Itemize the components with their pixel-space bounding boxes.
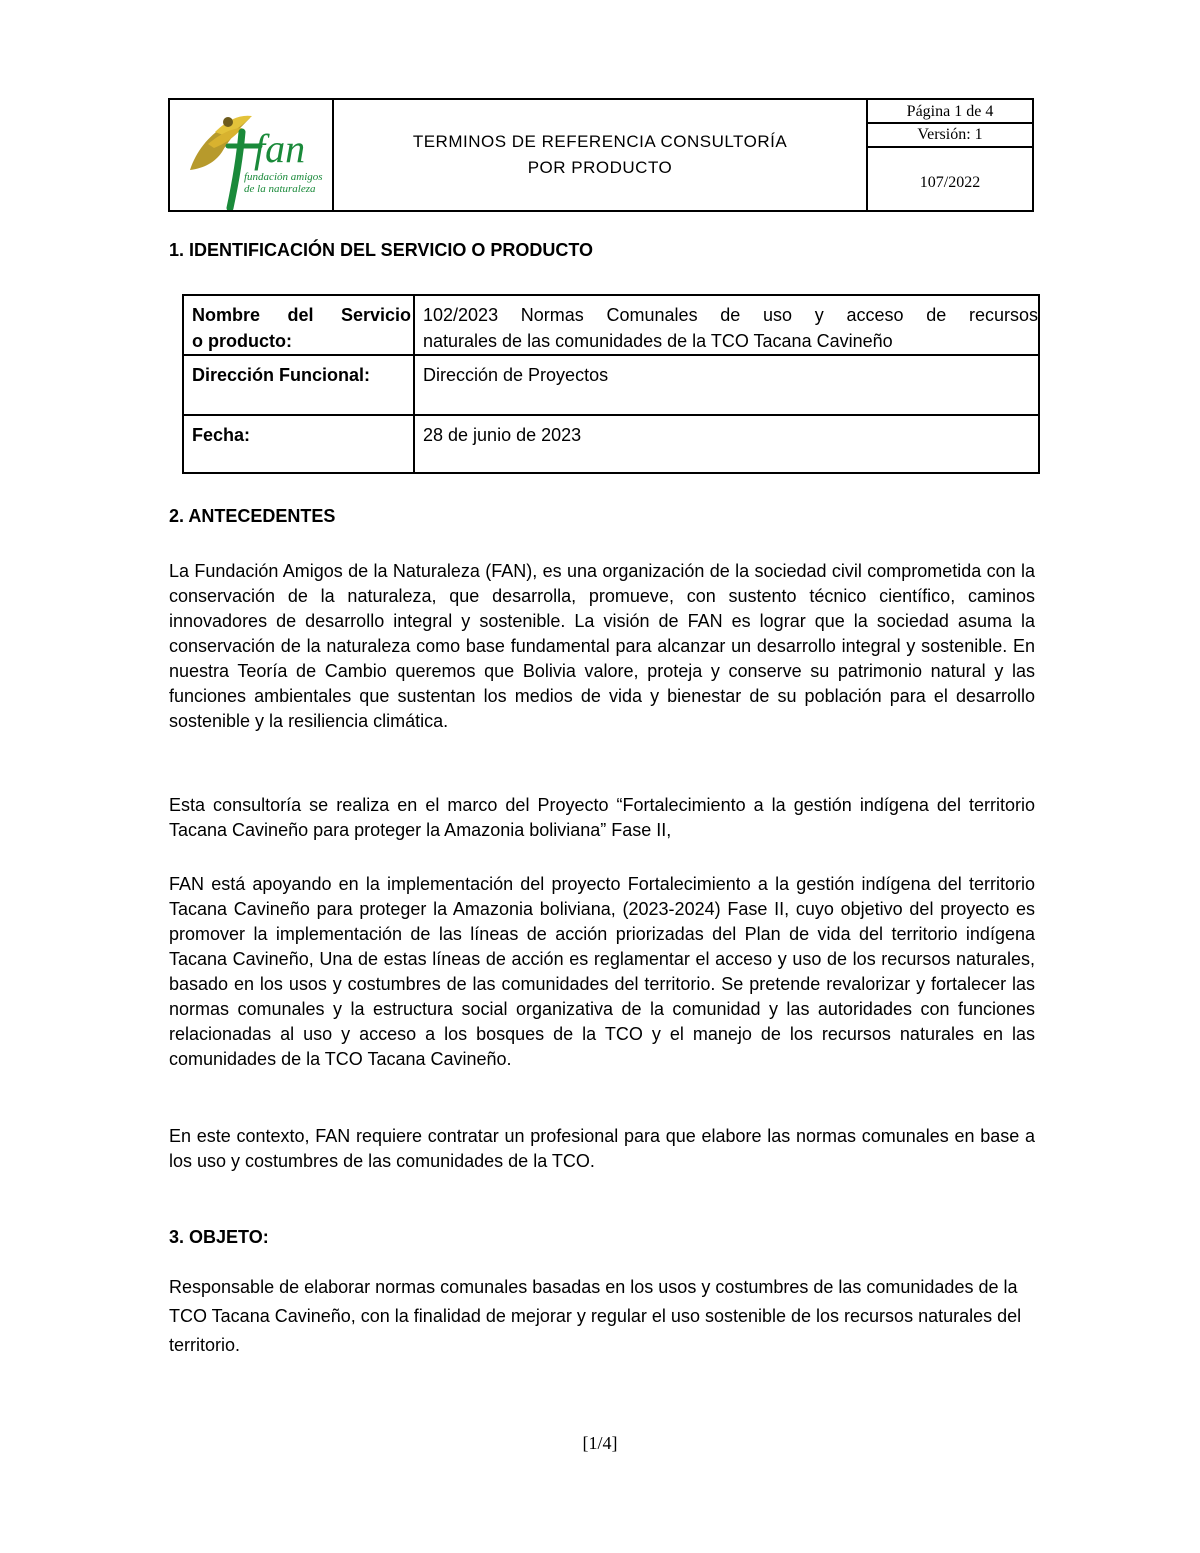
antecedentes-paragraph-3: FAN está apoyando en la implementación del proyecto Fortalecimiento a la gestión indígena del territorio Tacana Cavineño para proteger la Amazonia boliviana, (2023-2024) Fase II, cuyo objetivo del proyecto es promover la implementación de las líneas de acción priorizadas del Plan de vida del territorio indígena Tacana Cavineño, Una de estas líneas de acción es reglamentar el acceso y uso de los recursos naturales, basado en los usos y costumbres de las comunidades del territorio. Se pretende revalorizar y fortalecer las normas comunales y la estructura social organizativa de la comunidad y las autoridades con funciones relacionadas al uso y acceso a los bosques de la TCO y el manejo de los recursos naturales en las comunidades de la TCO Tacana Cavineño. — [169, 874, 1035, 1069]
section-2-title: 2. ANTECEDENTES — [169, 506, 336, 526]
document-code: 107/2022 — [919, 174, 981, 191]
label-date: Fecha: — [192, 425, 251, 445]
antecedentes-paragraph-4: En este contexto, FAN requiere contratar un profesional para que elabore las normas comunales en base a los uso y costumbres de las comunidades de la TCO. — [169, 1126, 1035, 1171]
logo-line1: fundación amigos — [244, 171, 323, 183]
objeto-paragraph: Responsable de elaborar normas comunales basadas en los usos y costumbres de las comunidades de la TCO Tacana Cavineño, con la finalidad de mejorar y regular el uso sostenible de los recursos naturales del territorio. — [169, 1277, 1022, 1355]
version-indicator: Versión: 1 — [868, 124, 1032, 148]
identification-table — [182, 294, 1040, 474]
section-3-title: 3. OBJETO: — [169, 1227, 269, 1247]
logo-cell — [170, 100, 334, 210]
label-service-name: Nombre del Servicio — [192, 305, 411, 325]
logo-word: fan — [254, 126, 306, 171]
header-meta — [868, 100, 1032, 210]
antecedentes-paragraph-2: Esta consultoría se realiza en el marco del Proyecto “Fortalecimiento a la gestión indígena del territorio Tacana Cavineño para proteger la Amazonia boliviana” Fase II, — [169, 795, 1035, 840]
fan-logo — [170, 100, 332, 210]
label-direction: Dirección Funcional: — [192, 365, 371, 385]
value-service-name-1: 102/2023 Normas Comunales de uso y acceso de recursos — [423, 305, 1038, 325]
document-header — [168, 98, 1034, 212]
title-line-2: POR PRODUCTO — [527, 158, 673, 177]
logo-line2: de la naturaleza — [244, 183, 316, 195]
header-title — [334, 100, 868, 210]
antecedentes-paragraph-1: La Fundación Amigos de la Naturaleza (FAN), es una organización de la sociedad civil comprometida con la conservación de la naturaleza, que desarrolla, promueve, con sustento técnico científico, caminos innovadores de desarrollo integral y sostenible. La visión de FAN es lograr que la sociedad asuma la conservación de la naturaleza como base fundamental para alcanzar un desarrollo integral y sostenible. En nuestra Teoría de Cambio queremos que Bolivia valore, proteja y conserve su patrimonio natural y las funciones ambientales que sustentan los medios de vida y bienestar de su población para el desarrollo sostenible y la resiliencia climática. — [169, 561, 1035, 731]
value-date: 28 de junio de 2023 — [423, 425, 582, 445]
value-direction: Dirección de Proyectos — [423, 365, 609, 385]
value-service-name-2: naturales de las comunidades de la TCO Tacana Cavineño — [423, 331, 893, 351]
label-service-name-2: o producto: — [192, 331, 292, 351]
page-indicator: Página 1 de 4 — [868, 100, 1032, 124]
title-line-1: TERMINOS DE REFERENCIA CONSULTORÍA — [412, 132, 788, 151]
section-1-title: 1. IDENTIFICACIÓN DEL SERVICIO O PRODUCTO — [169, 240, 594, 260]
page-footer: [1/4] — [582, 1433, 618, 1453]
